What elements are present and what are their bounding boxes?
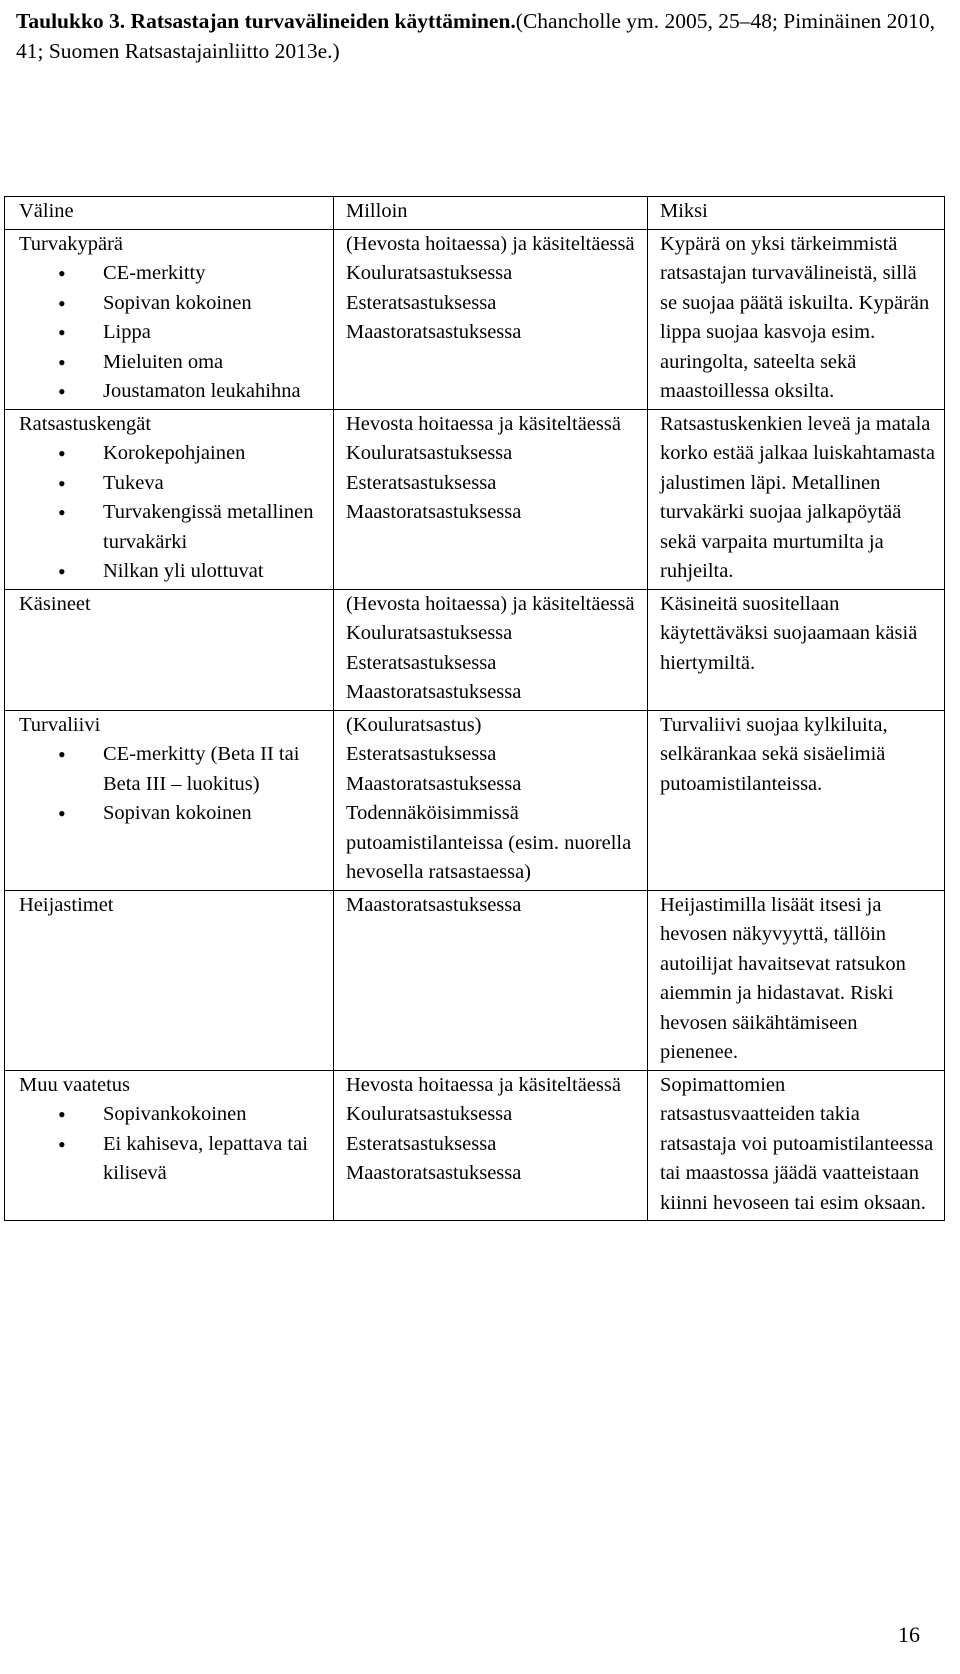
when-line: Maastoratsastuksessa [346, 893, 522, 916]
when-cell [334, 229, 648, 409]
why-cell: Turvaliivi suojaa kylkiluita, selkärankaa sekä sisäelimiä putoamistilanteissa. [648, 710, 945, 890]
when-line: Esteratsastuksessa [346, 471, 497, 494]
table-row [5, 710, 945, 890]
bullet-item: • Joustamaton leukahihna [19, 377, 327, 407]
when-line: Maastoratsastuksessa [346, 772, 522, 795]
why-cell: Heijastimilla lisäät itsesi ja hevosen näkyvyyttä, tällöin autoilijat havaitsevat ratsukon aiemmin ja hidastavat. Riski hevosen säikähtämiseen pienenee. [648, 890, 945, 1070]
bullet-item: • CE-merkitty [19, 259, 327, 289]
when-line: Kouluratsastuksessa [346, 262, 513, 284]
item-title: Käsineet [19, 592, 91, 615]
header-item: Väline [5, 197, 334, 230]
table-row [5, 589, 945, 710]
when-line: (Hevosta hoitaessa) ja käsiteltäessä [346, 592, 635, 615]
when-cell [334, 589, 648, 710]
item-cell [5, 1070, 334, 1221]
table-row [5, 409, 945, 589]
header-why: Miksi [648, 197, 945, 230]
item-bullets [19, 259, 327, 407]
when-line: Maastoratsastuksessa [346, 1162, 522, 1184]
bullet-item: • Nilkan yli ulottuvat [19, 557, 327, 587]
safety-equipment-table [4, 196, 945, 1221]
bullet-item: • Sopivan kokoinen [19, 289, 327, 319]
why-cell: Käsineitä suositellaan käytettäväksi suojaamaan käsiä hiertymiltä. [648, 589, 945, 710]
item-bullets [19, 740, 327, 829]
when-line: (Hevosta hoitaessa) ja käsiteltäessä [346, 232, 635, 255]
item-title: Heijastimet [19, 893, 114, 916]
item-title: Muu vaatetus [19, 1073, 131, 1096]
item-title: Turvaliivi [19, 713, 101, 736]
bullet-item: • Mieluiten oma [19, 348, 327, 378]
bullet-item: • Sopivan kokoinen [19, 799, 327, 829]
when-line: Esteratsastuksessa [346, 743, 497, 765]
when-cell [334, 409, 648, 589]
item-cell [5, 229, 334, 409]
why-cell: Sopimattomien ratsastusvaatteiden takia ratsastaja voi putoamistilanteessa tai maastossa jäädä vaatteistaan kiinni hevoseen tai esim oksaan. [648, 1070, 945, 1221]
when-line: Maastoratsastuksessa [346, 681, 522, 703]
header-row [5, 197, 945, 230]
why-cell: Kypärä on yksi tärkeimmistä ratsastajan turvavälineistä, sillä se suojaa päätä iskuilta. Kypärän lippa suojaa kasvoja esim. auringolta, sateelta sekä maastoillessa oksilta. [648, 229, 945, 409]
table-row [5, 229, 945, 409]
item-bullets [19, 1100, 327, 1189]
when-line: Maastoratsastuksessa [346, 501, 522, 523]
page-number: 16 [898, 1622, 920, 1647]
why-cell: Ratsastuskenkien leveä ja matala korko estää jalkaa luiskahtamasta jalustimen läpi. Metallinen turvakärki suojaa jalkapöytää sekä varpaita murtumilta ja ruhjeilta. [648, 409, 945, 589]
when-line: Esteratsastuksessa [346, 651, 497, 674]
item-title: Turvakypärä [19, 232, 124, 255]
when-line: (Kouluratsastus) [346, 713, 482, 736]
item-title: Ratsastuskengät [19, 412, 152, 435]
item-bullets [19, 439, 327, 587]
bullet-item: • CE-merkitty (Beta II tai Beta III – luokitus) [19, 740, 327, 799]
bullet-item: • Korokepohjainen [19, 439, 327, 469]
table-caption [16, 6, 936, 66]
table-row [5, 1070, 945, 1221]
table-row [5, 890, 945, 1070]
bullet-item: • Sopivankokoinen [19, 1100, 327, 1130]
header-when: Milloin [334, 197, 648, 230]
when-line: Todennäköisimmissä putoamistilanteissa (esim. nuorella hevosella ratsastaessa) [346, 802, 637, 883]
item-cell [5, 890, 334, 1070]
when-cell [334, 890, 648, 1070]
when-cell [334, 710, 648, 890]
when-line: Maastoratsastuksessa [346, 321, 522, 343]
caption-sources: (Chancholle ym. 2005, 25–48; Piminäinen 2010, 41; Suomen Ratsastajainliitto 2013e.) [16, 9, 935, 63]
when-line: Kouluratsastuksessa [346, 622, 513, 644]
when-line: Kouluratsastuksessa [346, 442, 513, 464]
bullet-item: • Ei kahiseva, lepattava tai kilisevä [19, 1130, 327, 1189]
when-line: Esteratsastuksessa [346, 291, 497, 314]
caption-bold: Taulukko 3. Ratsastajan turvavälineiden käyttäminen. [16, 9, 516, 33]
when-cell [334, 1070, 648, 1221]
bullet-item: • Tukeva [19, 469, 327, 499]
when-line: Hevosta hoitaessa ja käsiteltäessä [346, 1073, 621, 1096]
item-cell [5, 589, 334, 710]
bullet-item: • Lippa [19, 318, 327, 348]
when-line: Kouluratsastuksessa [346, 1103, 513, 1125]
item-cell [5, 710, 334, 890]
when-line: Hevosta hoitaessa ja käsiteltäessä [346, 412, 621, 435]
item-cell [5, 409, 334, 589]
bullet-item: • Turvakengissä metallinen turvakärki [19, 498, 327, 557]
when-line: Esteratsastuksessa [346, 1132, 497, 1155]
